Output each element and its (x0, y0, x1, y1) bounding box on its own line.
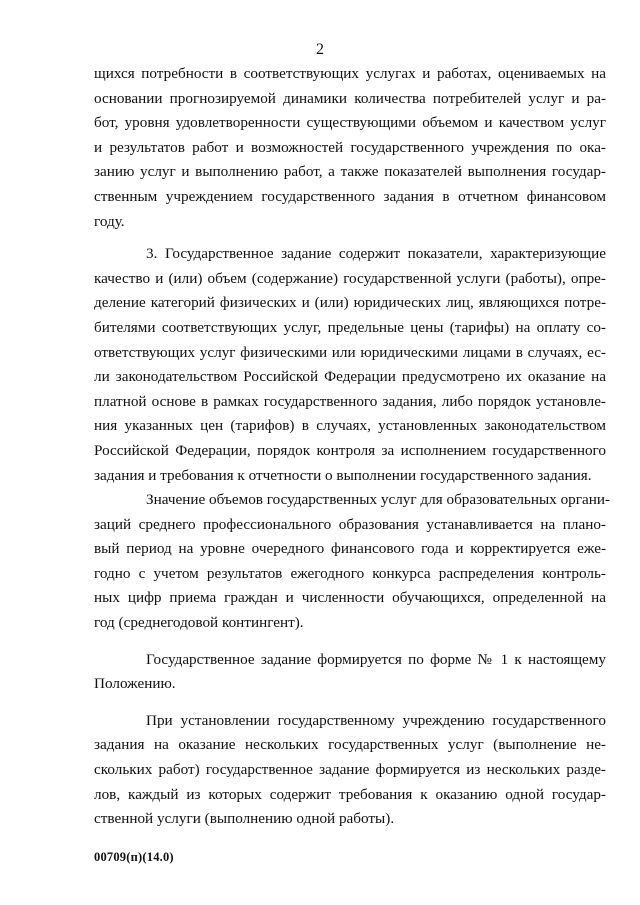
text-line: Положению. (94, 675, 176, 693)
paragraph-continuation (94, 62, 606, 234)
text-line: скольких работ) государственное задание формируется из нескольких разде- (94, 761, 606, 779)
document-body (94, 62, 611, 832)
paragraph-form-reference (94, 648, 606, 697)
paragraph-item-3 (94, 242, 606, 488)
text-line: ственной услуги (выполнению одной работы). (94, 810, 395, 828)
text-line: годно с учетом результатов ежегодного конкурса распределения контроль- (94, 564, 606, 582)
text-line: основании прогнозируемой динамики количества потребителей услуг и ра- (94, 89, 606, 107)
text-line: ответствующих услуг физическими или юридическими лицами в случаях, ес- (94, 343, 606, 361)
text-line: платной основе в рамках государственного задания, либо порядок установле- (94, 392, 606, 410)
text-line: год (среднегодовой контингент). (94, 614, 304, 632)
text-line: бителями соответствующих услуг, предельные цены (тарифы) на оплату со- (94, 318, 606, 336)
paragraph-volumes (94, 488, 611, 636)
text-line: деление категорий физических и (или) юридических лиц, являющихся потре- (94, 294, 606, 312)
text-line: ли законодательством Российской Федерации предусмотрено их оказание на (94, 368, 606, 386)
text-line: ственным учреждением государственного задания в отчетном финансовом (94, 187, 606, 205)
text-line: году. (94, 212, 125, 230)
text-line: вый период на уровне очередного финансового года и корректируется еже- (94, 540, 606, 558)
text-line: бот, уровня удовлетворенности существующими объемом и качеством услуг (94, 114, 606, 132)
text-line: ных цифр приема граждан и численности обучающихся, определенной на (94, 589, 606, 607)
text-line: лов, каждый из которых содержит требования к оказанию одной государ- (94, 785, 606, 803)
text-line: заций среднего профессионального образования устанавливается на плано- (94, 515, 606, 533)
text-line: задания на оказание нескольких государственных услуг (выполнение не- (94, 736, 606, 754)
text-line: занию услуг и выполнению работ, а также показателей выполнения государ- (94, 163, 606, 181)
text-line: 3. Государственное задание содержит показатели, характеризующие (146, 245, 606, 263)
text-line: ния указанных цен (тарифов) в случаях, установленных законодательством (94, 417, 606, 435)
text-line: качество и (или) объем (содержание) государственной услуги (работы), опре- (94, 269, 606, 287)
text-line: Государственное задание формируется по форме № 1 к настоящему (146, 650, 606, 668)
text-line: Значение объемов государственных услуг для образовательных органи- (146, 491, 611, 509)
text-line: и результатов работ и возможностей государственного учреждения по ока- (94, 138, 606, 156)
paragraph-multiple-services (94, 709, 606, 832)
text-line: Российской Федерации, порядок контроля за исполнением государственного (94, 441, 606, 459)
document-code: 00709(п)(14.0) (94, 850, 174, 864)
page-number: 2 (316, 41, 324, 58)
text-line: щихся потребности в соответствующих услугах и работах, оцениваемых на (94, 65, 606, 82)
text-line: При установлении государственному учреждению государственного (146, 711, 606, 729)
text-line: задания и требования к отчетности о выполнении государственного задания. (94, 466, 592, 484)
